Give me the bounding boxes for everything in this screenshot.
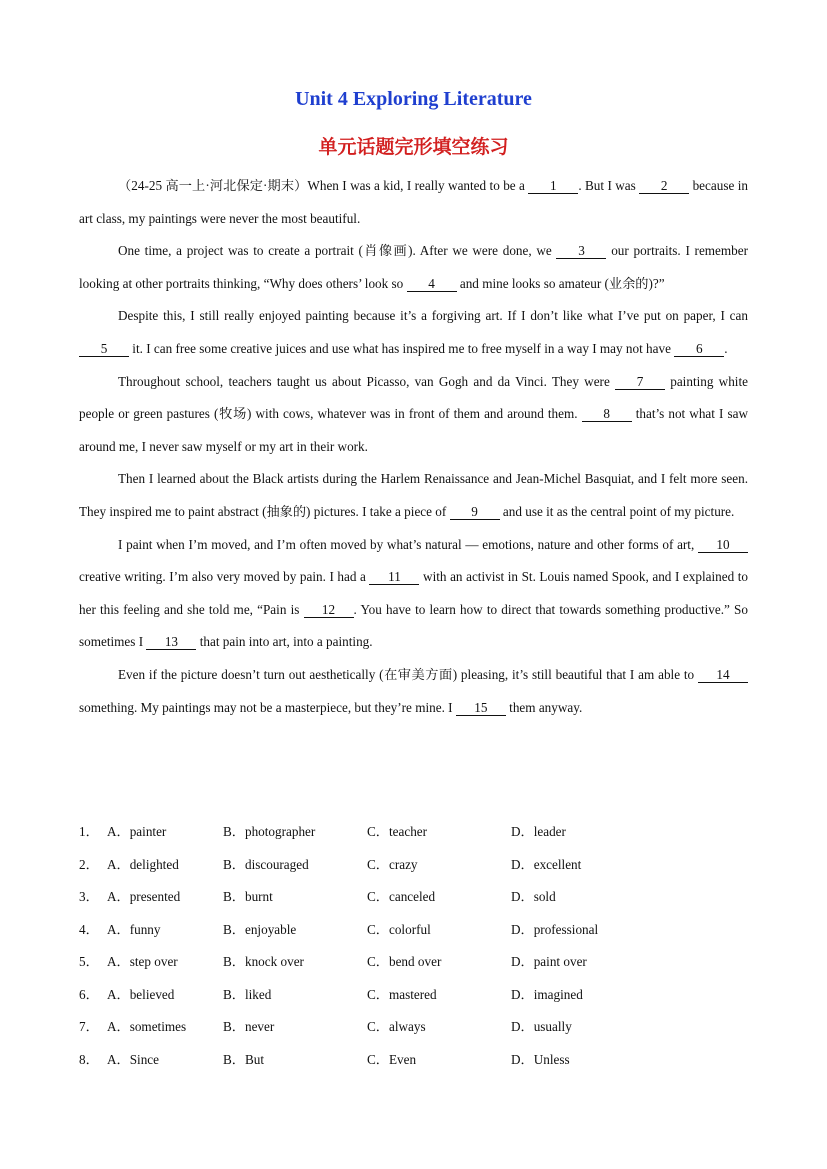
paragraph-3: Despite this, I still really enjoyed painting because it’s a forgiving art. If I don’t like what I’ve put on paper, I can 5 it. I can free some creative juices and use what has inspired me to free myself in a way I may not have 6 . (79, 300, 748, 365)
option-d: D．professional (511, 921, 599, 937)
blank-13: 13 (146, 635, 196, 650)
paragraph-5: Then I learned about the Black artists during the Harlem Renaissance and Jean-Michel Basquiat, and I felt more seen. They inspired me to paint abstract (抽象的) pictures. I take a piece of 9 and use it as the central point of my picture. (79, 471, 748, 519)
option-c: C．always (367, 1019, 426, 1034)
option-b: B．liked (223, 986, 272, 1002)
cloze-passage (79, 170, 748, 724)
option-c: C．colorful (367, 921, 431, 937)
blank-14: 14 (698, 668, 748, 683)
blank-1: 1 (528, 179, 578, 194)
question-number: 8． (79, 1051, 99, 1067)
blank-9: 9 (450, 505, 500, 520)
question-number: 6． (79, 986, 99, 1002)
option-a: A．presented (107, 889, 181, 904)
option-c: C．bend over (367, 954, 442, 969)
blank-15: 15 (456, 701, 506, 716)
question-row (79, 853, 748, 886)
option-d: D．usually (511, 1019, 572, 1034)
answer-options (79, 820, 748, 1080)
option-d: D．excellent (511, 856, 582, 872)
question-row (79, 950, 748, 983)
question-number: 5． (79, 954, 99, 969)
option-c: C．mastered (367, 986, 437, 1002)
blank-4: 4 (407, 277, 457, 292)
option-a: A．sometimes (107, 1019, 187, 1034)
option-c: C．canceled (367, 889, 436, 904)
option-a: A．delighted (107, 856, 179, 872)
question-number: 7． (79, 1019, 99, 1034)
option-d: D．imagined (511, 986, 583, 1002)
option-b: B．But (223, 1051, 265, 1067)
option-d: D．leader (511, 824, 566, 839)
option-c: C．Even (367, 1051, 417, 1067)
blank-10: 10 (698, 538, 748, 553)
option-d: D．Unless (511, 1051, 570, 1067)
option-a: A．step over (107, 954, 178, 969)
question-row (79, 918, 748, 951)
document-title: Unit 4 Exploring Literature (295, 88, 532, 110)
document-subtitle: 单元话题完形填空练习 (318, 136, 509, 158)
question-row (79, 885, 748, 918)
option-d: D．paint over (511, 954, 587, 969)
blank-11: 11 (369, 570, 419, 585)
blank-3: 3 (556, 244, 606, 259)
option-c: C．crazy (367, 856, 418, 872)
blank-2: 2 (639, 179, 689, 194)
blank-7: 7 (615, 375, 665, 390)
question-number: 1． (79, 824, 99, 839)
option-a: A．Since (107, 1051, 160, 1067)
question-number: 4． (79, 921, 99, 937)
blank-12: 12 (304, 603, 354, 618)
option-b: B．knock over (223, 954, 304, 969)
paragraph-6: I paint when I’m moved, and I’m often moved by what’s natural — emotions, nature and other forms of art, 10 creative writing. I’m also very moved by pain. I had a 11 with an activist in St. Louis named Spook, and I explained to her this feeling and she told me, “Pain is 12 . You have to learn how to direct that towards something productive.” So sometimes I 13 that pain into art, into a painting. (79, 536, 749, 650)
option-b: B．discouraged (223, 856, 309, 872)
question-number: 2． (79, 856, 99, 872)
option-a: A．funny (107, 921, 161, 937)
option-b: B．never (223, 1019, 275, 1034)
paragraph-1: （24-25 高一上·河北保定·期末）When I was a kid, I really wanted to be a 1 . But I was 2 because in art class, my paintings were never the most beautiful. (79, 178, 748, 226)
option-c: C．teacher (367, 824, 428, 839)
option-b: B．photographer (223, 824, 316, 839)
paragraph-2: One time, a project was to create a portrait (肖像画). After we were done, we 3 our portraits. I remember looking at other portraits thinking, “Why does others’ look so 4 and mine looks so amateur (业余的)?” (79, 243, 749, 291)
option-b: B．enjoyable (223, 921, 297, 937)
paragraph-7: Even if the picture doesn’t turn out aesthetically (在审美方面) pleasing, it’s still beautiful that I am able to 14 something. My paintings may not be a masterpiece, but they’re mine. I 15 them anyway. (79, 659, 748, 724)
question-row (79, 1015, 748, 1048)
option-a: A．believed (107, 986, 175, 1002)
blank-5: 5 (79, 342, 129, 357)
question-row (79, 983, 748, 1016)
blank-8: 8 (582, 407, 632, 422)
question-number: 3． (79, 889, 99, 904)
option-a: A．painter (107, 824, 167, 839)
question-row (79, 820, 748, 853)
question-row (79, 1048, 748, 1081)
option-b: B．burnt (223, 889, 273, 904)
blank-6: 6 (674, 342, 724, 357)
option-d: D．sold (511, 889, 556, 904)
paragraph-4: Throughout school, teachers taught us about Picasso, van Gogh and da Vinci. They were 7 painting white people or green pastures (牧场) with cows, whatever was in front of them and around them. 8 that’s not what I saw around me, I never saw myself or my art in their work. (79, 373, 748, 454)
